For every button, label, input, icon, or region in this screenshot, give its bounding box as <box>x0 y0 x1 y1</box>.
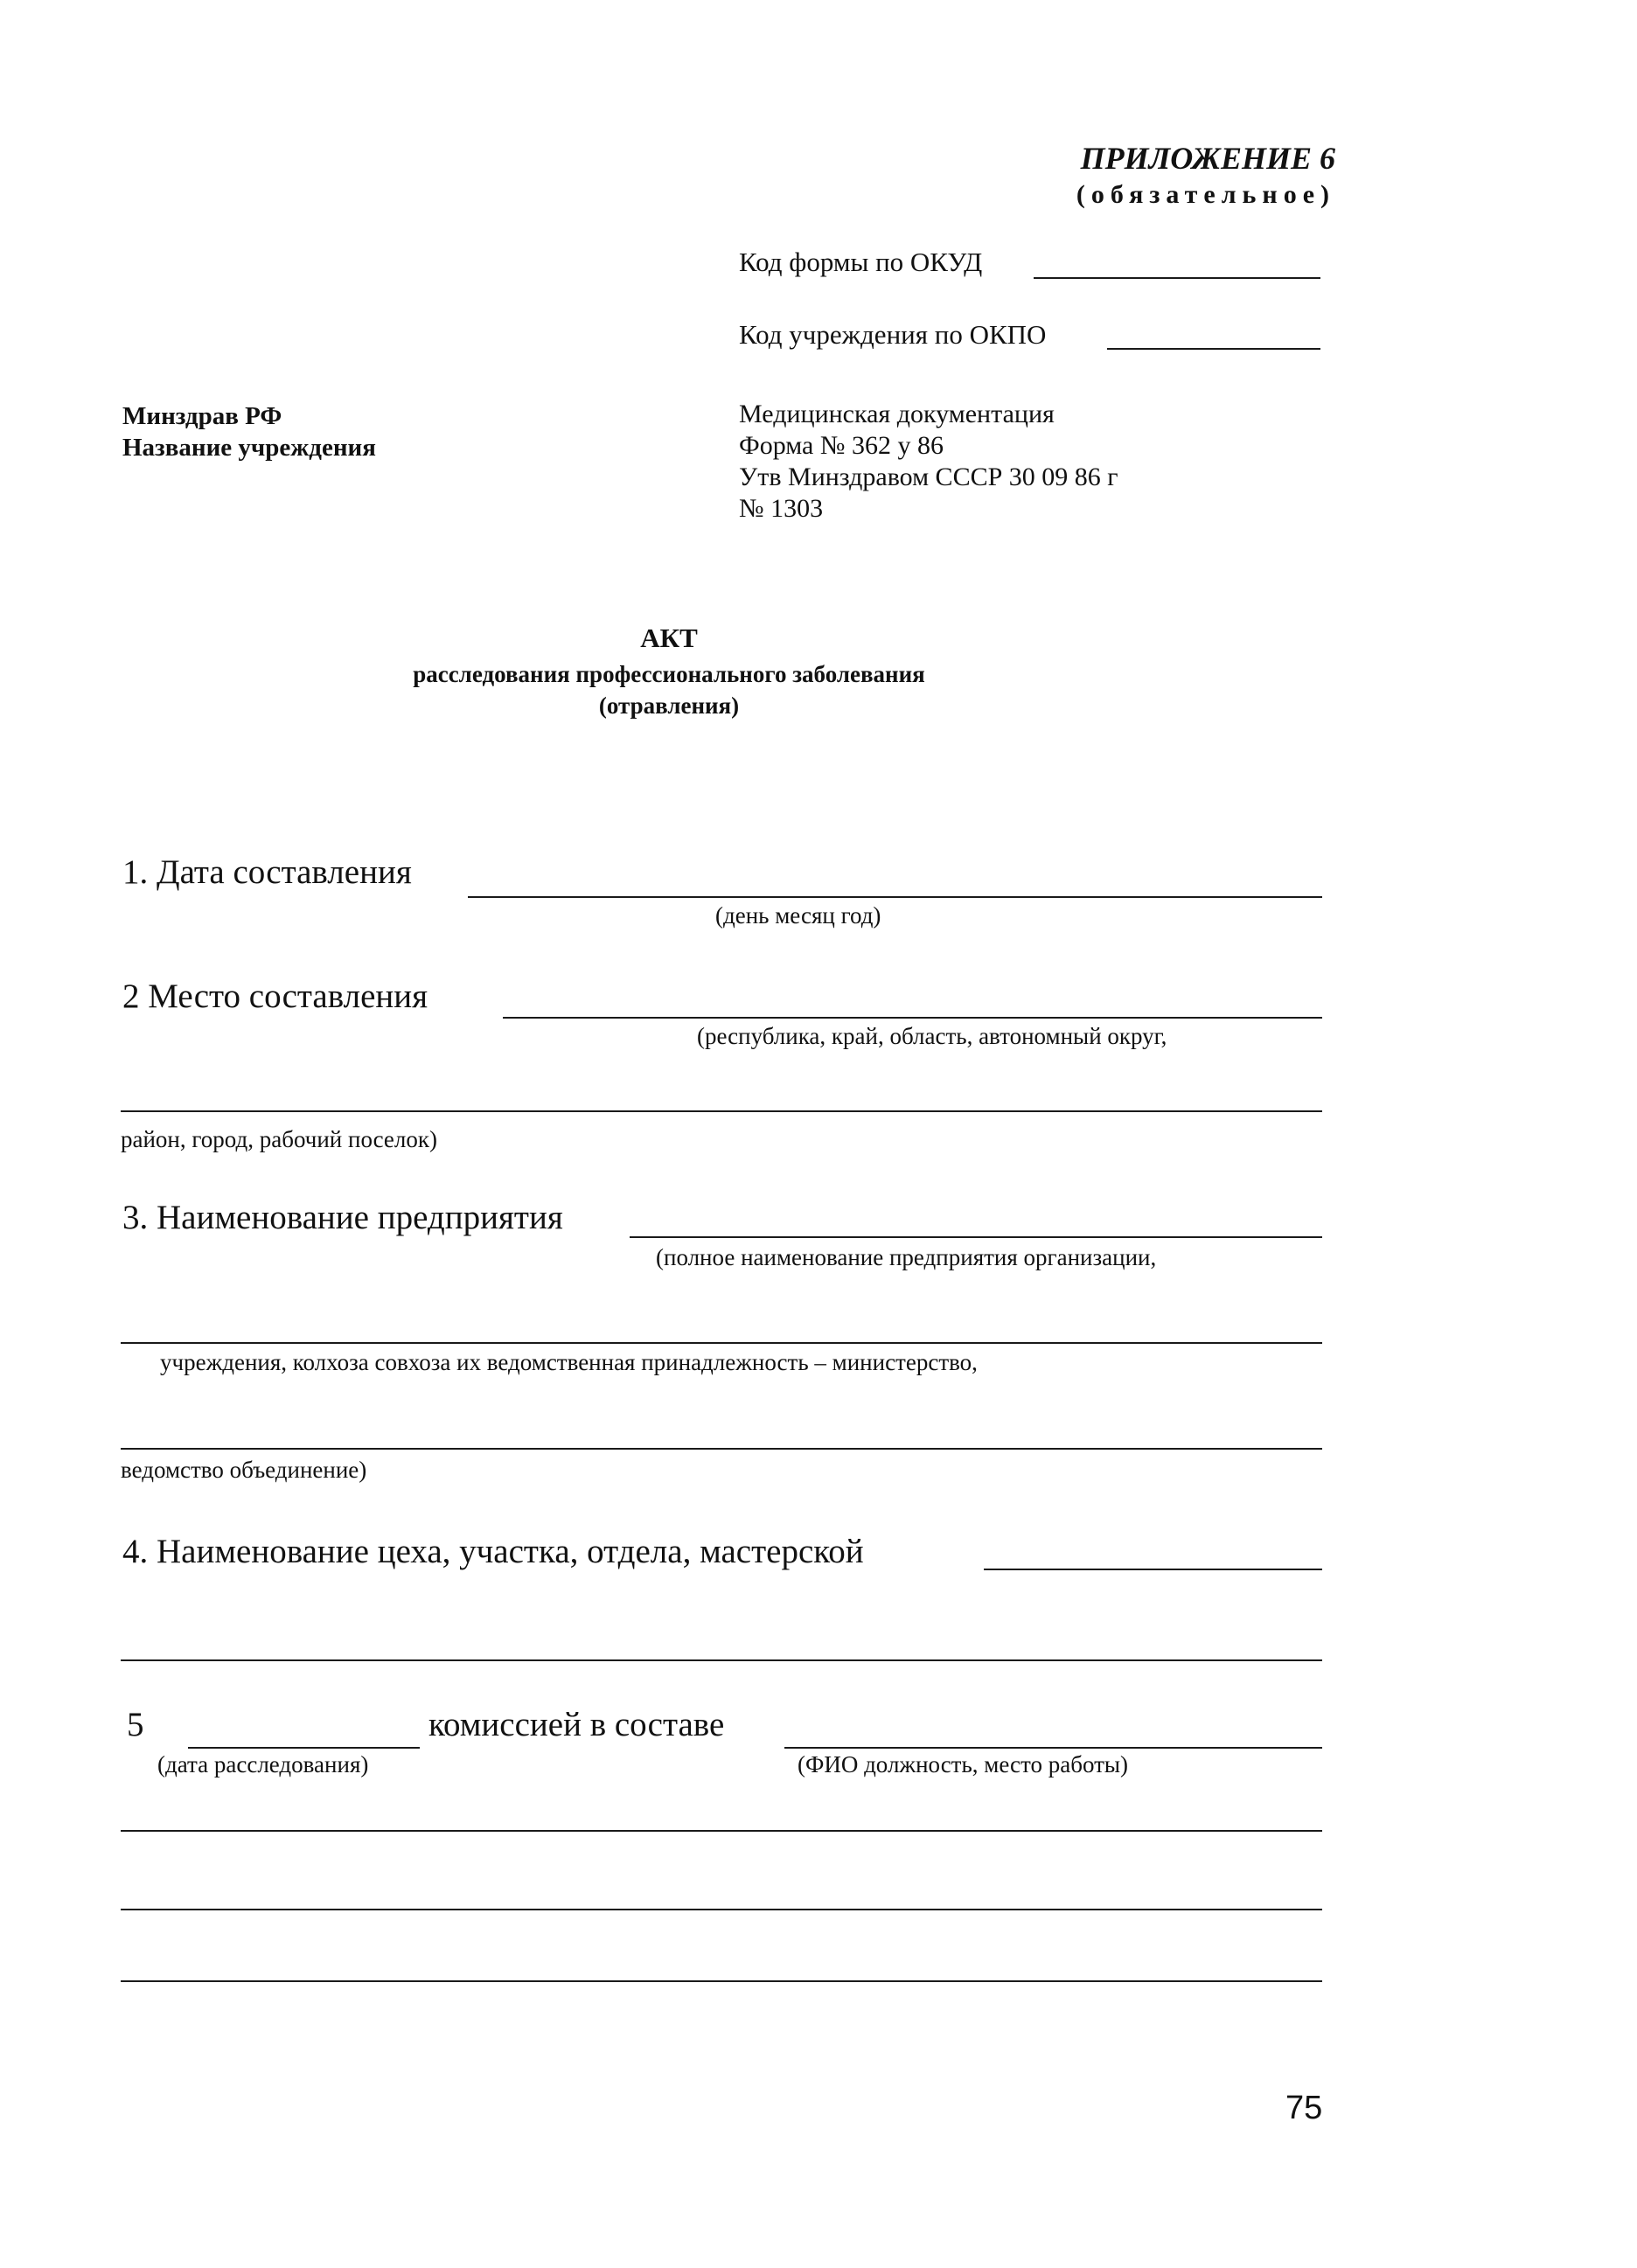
ministry-name: Минздрав РФ <box>122 402 282 430</box>
field-4-blank[interactable] <box>984 1569 1322 1570</box>
field-5-number: 5 <box>127 1706 144 1743</box>
field-3-hint-3: ведомство объединение) <box>121 1457 367 1483</box>
okud-label: Код формы по ОКУД <box>739 247 983 277</box>
field-2-blank-2[interactable] <box>121 1110 1322 1112</box>
field-3-hint-2: учреждения, колхоза совхоза их ведомственная принадлежность – министерство, <box>160 1349 978 1375</box>
field-1-label: 1. Дата составления <box>122 853 412 891</box>
field-5-date-blank[interactable] <box>188 1747 420 1749</box>
field-5-blank-2[interactable] <box>121 1830 1322 1832</box>
field-2-hint-1: (республика, край, область, автономный округ, <box>697 1023 1167 1049</box>
field-1-hint: (день месяц год) <box>715 902 881 929</box>
med-doc-line1: Медицинская документация <box>739 400 1055 428</box>
med-doc-line3: Утв Минздравом СССР 30 09 86 г <box>739 463 1118 491</box>
field-5-date-hint: (дата расследования) <box>157 1751 369 1778</box>
field-5-blank-3[interactable] <box>121 1909 1322 1910</box>
med-doc-line4: № 1303 <box>739 494 824 523</box>
okpo-blank[interactable] <box>1107 348 1320 350</box>
field-4-blank-2[interactable] <box>121 1659 1322 1661</box>
field-5-members-hint: (ФИО должность, место работы) <box>798 1751 1129 1778</box>
act-title: АКТ <box>640 623 698 653</box>
institution-name: Название учреждения <box>122 434 376 462</box>
page-number: 75 <box>1285 2090 1323 2126</box>
field-4-label: 4. Наименование цеха, участка, отдела, мастерской <box>122 1533 864 1570</box>
field-5-members-blank[interactable] <box>784 1747 1322 1749</box>
field-3-blank-2[interactable] <box>121 1342 1322 1344</box>
field-2-hint-2: район, город, рабочий поселок) <box>121 1126 437 1152</box>
appendix-title: ПРИЛОЖЕНИЕ 6 <box>1080 141 1335 176</box>
field-2-label: 2 Место составления <box>122 977 428 1015</box>
okpo-label: Код учреждения по ОКПО <box>739 319 1047 350</box>
act-subtitle-note: (отравления) <box>598 692 740 719</box>
okud-blank[interactable] <box>1034 277 1320 279</box>
field-1-blank[interactable] <box>468 896 1322 898</box>
field-2-blank[interactable] <box>503 1017 1322 1019</box>
field-5-commission-label: комиссией в составе <box>428 1706 725 1743</box>
field-3-blank[interactable] <box>630 1236 1322 1238</box>
field-3-hint-1: (полное наименование предприятия организации, <box>656 1244 1157 1270</box>
appendix-note: (обязательное) <box>1076 180 1335 209</box>
field-3-blank-3[interactable] <box>121 1448 1322 1450</box>
med-doc-line2: Форма № 362 у 86 <box>739 431 944 460</box>
field-3-label: 3. Наименование предприятия <box>122 1199 563 1236</box>
act-subtitle: расследования профессионального заболевания <box>413 661 925 687</box>
field-5-blank-4[interactable] <box>121 1980 1322 1982</box>
